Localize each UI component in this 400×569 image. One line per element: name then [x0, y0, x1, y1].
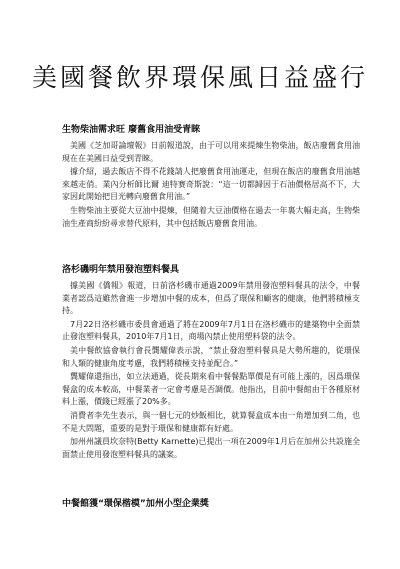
section-biodiesel	[62, 124, 360, 230]
section-heading: 生物柴油需求旺 廢舊食用油受青睞	[62, 125, 201, 135]
paragraph: 據介紹，過去飯店不得不花錢請人把廢舊食用油運走，但現在飯店的廢舊食用油越來越走俏。業內分析師比爾 迪特赛奇斯說：“這一切都歸因于石油價格居高不下，大家因此開始把目光轉向廢舊食用油。”	[62, 167, 360, 202]
paragraph: 據美國《僑報》報道，日前洛杉磯市通過2009年禁用發泡塑料餐具的法令，中餐業者認爲這雖然會進一步增加中餐的成本，但爲了環保和顧客的健康，他們將積極支持。	[62, 281, 360, 316]
section-heading: 中餐館獲“環保楷模”加州小型企業獎	[62, 499, 209, 509]
paragraph: 美國《芝加哥論壇報》日前報道說，由于可以用來提煉生物柴油，飯店廢舊食用油現在在美國日益受到青睞。	[62, 141, 360, 163]
paragraph: 美中餐飲協會執行會長龔耀偉表示說，“禁止發泡塑料餐具是大勢所趨的，從環保和人類的健康角度考慮，我們將積極支持並配合。”	[62, 345, 360, 368]
paragraph: 龔耀偉還指出，如立法通過，從長期來看中餐餐點單價是有可能上漲的，因爲環保餐盒的成本較高，中餐業者一定會考慮是否調價。他指出，目前中餐館由于各種原材料上漲，價錢已經漲了20%多。	[62, 372, 360, 407]
section-heading: 洛杉磯明年禁用發泡塑料餐具	[62, 265, 180, 275]
article-title: 美國餐飲界環保風日益盛行	[31, 63, 368, 92]
paragraph: 7月22日洛杉磯市委員會通過了將在2009年7月1日在洛杉磯市的建築物中全面禁止發泡塑料餐具，2010年7月1日，商場內禁止使用塑料袋的法令。	[62, 319, 360, 342]
paragraph: 生物柴油主要從大豆油中提煉，但隨着大豆油價格在過去一年裏大幅走高，生物柴油生產商紛紛尋求替代原料，其中包括飯店廢舊食用油。	[62, 205, 360, 228]
paragraph: 消費者李先生表示，與一個七元的炒飯相比，就算餐盒成本由一角增加到二角，也不是大問題，重要的是對于環保和健康都有好處。	[62, 410, 360, 433]
paragraph: 加州州議員坎奈特(Betty Karnette)已提出一項在2009年1月后在加州公共設施全面禁止使用發泡塑料餐具的議案。	[62, 437, 360, 459]
section-foam-ban	[62, 264, 360, 461]
section-green-award	[62, 498, 360, 514]
